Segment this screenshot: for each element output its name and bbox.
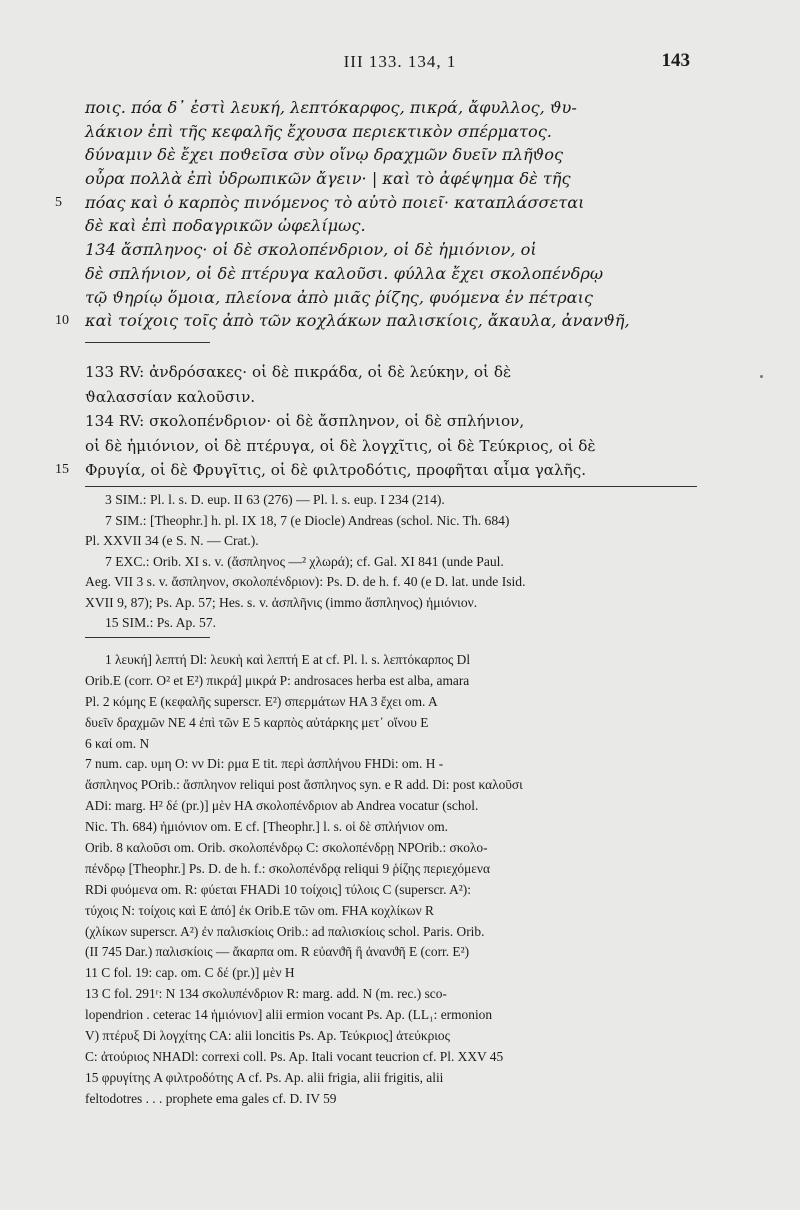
main-text-line xyxy=(85,143,690,167)
rv-note-line xyxy=(85,360,695,385)
sim-note-line: 15 SIM.: Ps. Ap. 57. xyxy=(105,615,217,630)
main-text-line xyxy=(85,96,690,120)
main-text-line xyxy=(85,120,690,144)
apparatus-line: Orib. 8 καλοῦσι om. Orib. σκολοπένδρῳ C: σκολοπένδρῃ NPOrib.: σκολο- xyxy=(85,840,488,856)
apparatus-line: 11 C fol. 19: cap. om. C δέ (pr.)] μὲν H xyxy=(85,965,295,981)
sim-note-line: XVII 9, 87); Ps. Ap. 57; Hes. s. v. ἀσπλῆνις (immo ἄσπληνος) ἡμιόνιον. xyxy=(85,594,478,610)
apparatus-line: feltodotres . . . prophete ema gales cf. D. IV 59 xyxy=(85,1090,337,1106)
apparatus-line: Orib.E (corr. O² et E²) πικρά] μικρά P: androsaces herba est alba, amara xyxy=(85,672,470,688)
line-number: 5 xyxy=(55,194,62,210)
line-text: δὲ σπλήνιον, οἱ δὲ πτέρυγα καλοῦσι. φύλλα ἔχει σκολοπένδρῳ xyxy=(85,263,604,283)
line-text: λάκιον ἐπὶ τῆς κεφαλῆς ἔχουσα περιεκτικὸν σπέρματος. xyxy=(85,121,552,141)
main-text-line xyxy=(85,238,690,262)
rv-notes-block xyxy=(55,360,695,483)
apparatus-rule xyxy=(85,637,210,638)
apparatus-line: 6 καί om. N xyxy=(85,735,150,751)
line-text: οἱ δὲ ἡμιόνιον, οἱ δὲ πτέρυγα, οἱ δὲ λογχῖτις, οἱ δὲ Τεύκριος, οἱ δὲ xyxy=(85,436,596,455)
main-text-block xyxy=(55,96,690,333)
main-text-line xyxy=(55,309,690,333)
line-number: 10 xyxy=(55,313,69,329)
apparatus-line: ἄσπληνος POrib.: ἄσπληνον reliqui post ἄσπληνος syn. e R add. Di: post καλοῦσι xyxy=(85,777,523,793)
line-text: δὲ καὶ ἐπὶ ποδαγρικῶν ὠφελίμως. xyxy=(85,216,366,236)
apparatus-line: Pl. 2 κόμης E (κεφαλῆς superscr. E²) σπερμάτων HA 3 ἔχει om. A xyxy=(85,693,438,709)
sim-notes-block xyxy=(85,490,695,634)
apparatus-line: δυεῖν δραχμῶν NE 4 ἐπὶ τῶν E 5 καρπὸς αὐτάρκης μετ᾽ οἴνου E xyxy=(85,714,429,730)
apparatus-line: (II 745 Dar.) παλισκίοις — ἄκαρπα om. R εὐανϑῆ ἢ ἀνανϑῆ E (corr. E²) xyxy=(85,944,470,960)
rv-note-line xyxy=(85,385,695,410)
rv-note-line xyxy=(55,458,695,483)
line-text: 133 RV: ἀνδρόσακες· οἱ δὲ πικράδα, οἱ δὲ λεύκην, οἱ δὲ xyxy=(85,363,512,381)
running-head: III 133. 134, 1 xyxy=(343,52,457,71)
apparatus-line: πένδρῳ [Theophr.] Ps. D. de h. f.: σκολοπένδρᾳ reliqui 9 ῥίζης περιεχόμενα xyxy=(85,860,490,876)
rv-note-line xyxy=(85,409,695,434)
line-text: δύναμιν δὲ ἔχει ποϑεῖσα σὺν οἴνῳ δραχμῶν δυεῖν πλῆϑος xyxy=(85,145,564,165)
sim-note-line: 7 EXC.: Orib. XI s. v. (ἄσπληνος —² χλωρά); cf. Gal. XI 841 (unde Paul. xyxy=(105,553,504,569)
notes-rule xyxy=(85,486,697,487)
line-text: 134 RV: σκολοπένδριον· οἱ δὲ ἄσπληνον, οἱ δὲ σπλήνιον, xyxy=(85,412,525,430)
apparatus-line: ADi: marg. H² δέ (pr.)] μὲν HA σκολοπένδριον ab Andrea vocatur (schol. xyxy=(85,798,479,814)
apparatus-line: τύχοις N: τοίχοις καὶ E ἀπό] ἐκ Orib.E τῶν om. FHA κοχλίκων R xyxy=(85,902,434,918)
margin-speck xyxy=(760,375,763,378)
line-number: 15 xyxy=(55,462,69,477)
sim-note-line: 7 SIM.: [Theophr.] h. pl. IX 18, 7 (e Diocle) Andreas (schol. Nic. Th. 684) xyxy=(105,512,510,528)
line-text: ϑαλασσίαν καλοῦσιν. xyxy=(85,387,256,406)
line-text: Φρυγία, οἱ δὲ Φρυγῖτις, οἱ δὲ φιλτροδότις, προφῆται αἷμα γαλῆς. xyxy=(85,461,587,479)
apparatus-line: 15 φρυγίτης A φιλτροδότης A cf. Ps. Ap. alii frigia, alii frigitis, alii xyxy=(85,1069,444,1085)
line-text: καὶ τοίχοις τοῖς ἀπὸ τῶν κοχλάκων παλισκίοις, ἄκαυλα, ἀνανϑῆ, xyxy=(85,311,630,331)
main-text-line xyxy=(85,286,690,310)
main-text-line xyxy=(55,191,690,215)
apparatus-line: RDi φυόμενα om. R: φύεται FHADi 10 τοίχοις] τύλοις C (superscr. A²): xyxy=(85,881,471,897)
main-text-line xyxy=(85,167,690,191)
apparatus-line: V) πτέρυξ Di λογχίτης CA: alii loncitis Ps. Ap. Τεύκριος] ἀτεύκριος xyxy=(85,1028,450,1044)
line-text: τῷ ϑηρίῳ ὅμοια, πλείονα ἀπὸ μιᾶς ῥίζης, φυόμενα ἐν πέτραις xyxy=(85,287,593,307)
main-text-line xyxy=(85,214,690,238)
line-text: ποις. πόα δ᾽ ἐστὶ λευκή, λεπτόκαρφος, πικρά, ἄφυλλος, ϑυ- xyxy=(85,98,577,117)
apparatus-line: 1 λευκή] λεπτή Dl: λευκὴ καὶ λεπτή E at cf. Pl. l. s. λεπτόκαρπος Dl xyxy=(105,652,471,667)
sim-note-line: Pl. XXVII 34 (e S. N. — Crat.). xyxy=(85,533,259,548)
apparatus-line: 7 num. cap. υμη O: νν Di: ρμα E tit. περὶ ἀσπλήνου FHDi: om. H - xyxy=(85,756,444,772)
line-text: οὖρα πολλὰ ἐπὶ ὑδρωπικῶν ἄγειν· | καὶ τὸ ἀφέψημα δὲ τῆς xyxy=(85,169,571,189)
line-text: πόας καὶ ὁ καρπὸς πινόμενος τὸ αὐτὸ ποιεῖ· καταπλάσσεται xyxy=(85,192,585,212)
rv-note-line xyxy=(85,434,695,459)
page-header xyxy=(0,48,800,78)
critical-apparatus xyxy=(85,650,697,1110)
apparatus-line: lopendrion . ceterac 14 ἡμιόνιον] alii ermion vocant Ps. Ap. (LL₁: ermonion xyxy=(85,1007,493,1023)
apparatus-line: (χλίκων superscr. A²) ἐν παλισκίοις Orib.: ad παλισκίοις schol. Paris. Orib. xyxy=(85,923,485,939)
sim-note-line: Aeg. VII 3 s. v. ἄσπληνον, σκολοπένδριον): Ps. D. de h. f. 40 (e D. lat. unde Isid. xyxy=(85,574,526,589)
page-number: 143 xyxy=(661,50,690,71)
apparatus-line: C: ἀτούριος NHADl: correxi coll. Ps. Ap. Itali vocant teucrion cf. Pl. XXV 45 xyxy=(85,1048,504,1064)
section-rule xyxy=(85,342,210,343)
main-text-line xyxy=(85,262,690,286)
sim-note-line: 3 SIM.: Pl. l. s. D. eup. II 63 (276) — Pl. l. s. eup. I 234 (214). xyxy=(105,492,445,507)
apparatus-line: Nic. Th. 684) ἡμιόνιον om. E cf. [Theophr.] l. s. οἱ δὲ σπλήνιον om. xyxy=(85,819,448,835)
apparatus-line: 13 C fol. 291ʳ: N 134 σκολυπένδριον R: marg. add. N (m. rec.) sco- xyxy=(85,986,447,1002)
line-text: 134 ἄσπληνος· οἱ δὲ σκολοπένδριον, οἱ δὲ ἡμιόνιον, οἱ xyxy=(85,240,537,260)
